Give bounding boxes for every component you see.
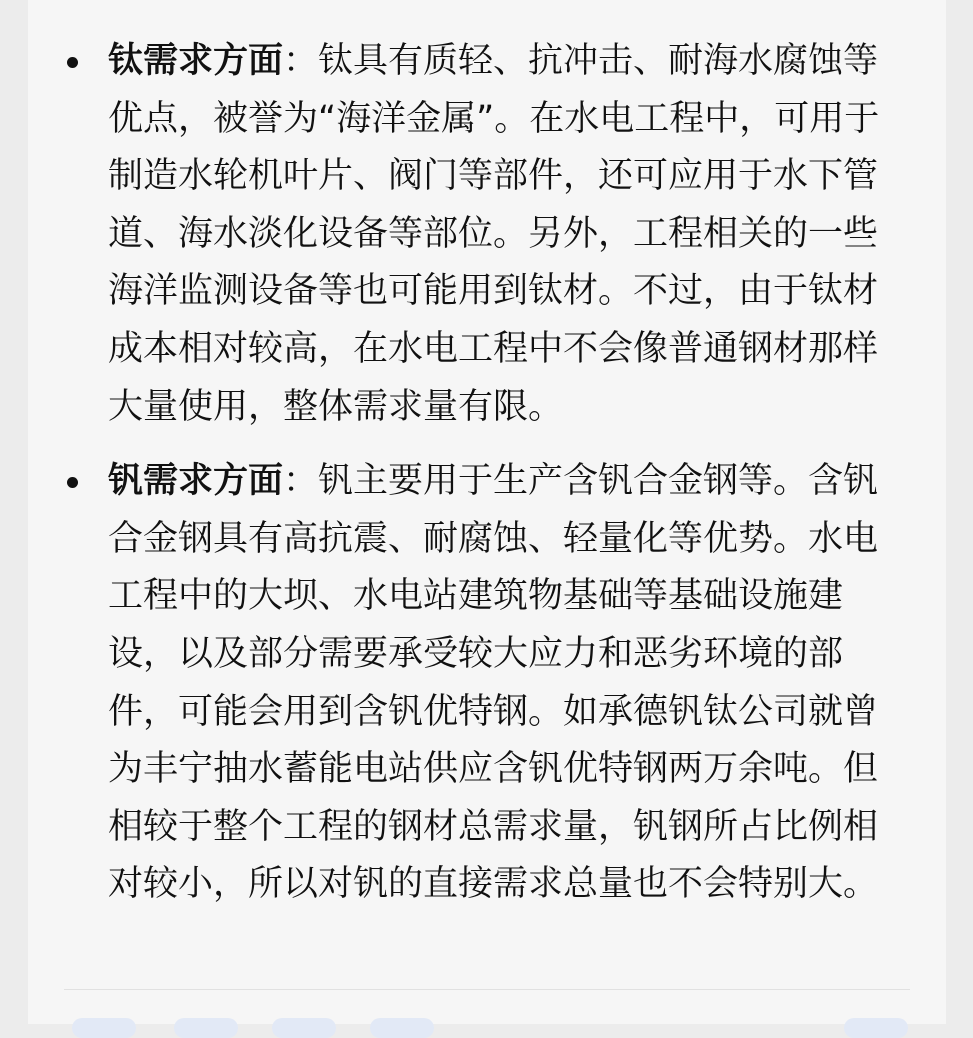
- action-button[interactable]: [174, 1018, 238, 1038]
- item-text: 钛具有质轻、抗冲击、耐海水腐蚀等优点，被誉为“海洋金属”。在水电工程中，可用于制造水轮机叶片、阀门等部件，还可应用于水下管道、海水淡化设备等部位。另外，工程相关的一些海洋监测设备等也可能用到钛材。不过，由于钛材成本相对较高，在水电工程中不会像普通钢材那样大量使用，整体需求量有限。: [108, 41, 880, 427]
- action-button[interactable]: [72, 1018, 136, 1038]
- action-button[interactable]: [844, 1018, 908, 1038]
- list-item-vanadium: [64, 453, 910, 914]
- bullet-dot-icon: [67, 57, 78, 68]
- item-term: 钛需求方面: [108, 41, 284, 81]
- item-term: 钒需求方面: [108, 461, 284, 502]
- action-button[interactable]: [272, 1018, 336, 1038]
- bullet-dot-icon: [67, 477, 78, 488]
- message-card: [28, 0, 946, 1024]
- list-item-titanium: [64, 33, 910, 436]
- item-separator: ：: [283, 41, 319, 81]
- divider: [64, 989, 910, 990]
- bullet-list: [64, 0, 910, 914]
- item-separator: ：: [283, 461, 319, 502]
- item-text: 钒主要用于生产含钒合金钢等。含钒合金钢具有高抗震、耐腐蚀、轻量化等优势。水电工程中的大坝、水电站建筑物基础等基础设施建设，以及部分需要承受较大应力和恶劣环境的部件，可能会用到含钒优特钢。如承德钒钛公司就曾为丰宁抽水蓄能电站供应含钒优特钢两万余吨。但相较于整个工程的钢材总需求量，钒钢所占比例相对较小，所以对钒的直接需求总量也不会特别大。: [108, 461, 879, 905]
- action-button[interactable]: [370, 1018, 434, 1038]
